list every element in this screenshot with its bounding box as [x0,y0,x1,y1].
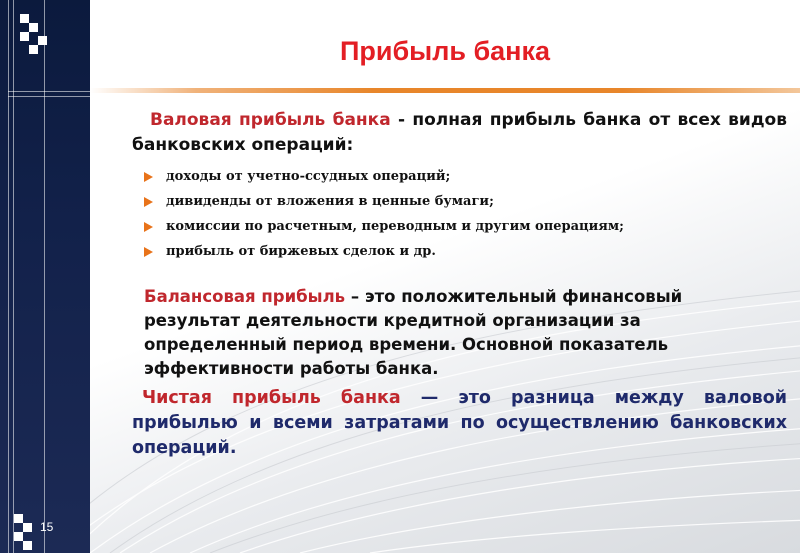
deco-square [23,523,32,532]
list-item: комиссии по расчетным, переводным и другим операциям; [140,214,624,239]
triangle-arrow-icon [144,247,153,257]
income-sources-list [140,164,624,264]
deco-square [14,514,23,523]
background-swirl [90,0,800,553]
net-profit-paragraph [132,386,787,461]
list-item: прибыль от биржевых сделок и др. [140,239,624,264]
net-profit-definition: — это разница между валовой прибылью и всеми затратами по осуществлению банковских операций. [132,388,787,458]
balance-profit-paragraph [144,285,784,381]
list-item: дивиденды от вложения в ценные бумаги; [140,189,624,214]
sidebar-decoration [0,0,90,553]
deco-square [38,36,47,45]
gross-profit-paragraph [132,108,787,158]
net-profit-term: Чистая прибыль банка [142,388,401,408]
balance-profit-term: Балансовая прибыль [144,287,346,306]
title-divider [90,88,800,93]
gross-profit-term: Валовая прибыль банка [150,110,391,130]
triangle-arrow-icon [144,172,153,182]
balance-profit-definition: – это положительный финансовый результат деятельности кредитной организации за определенный период времени. Основной показатель эффективности работы банка. [144,287,683,378]
deco-square [29,45,38,54]
triangle-arrow-icon [144,222,153,232]
deco-square [23,541,32,550]
list-item: доходы от учетно-ссудных операций; [140,164,624,189]
deco-square [29,23,38,32]
deco-square [14,532,23,541]
triangle-arrow-icon [144,197,153,207]
deco-square [20,32,29,41]
slide-title: Прибыль банка [339,36,550,66]
gross-profit-definition: - полная прибыль банка от всех видов банковских операций: [132,110,787,155]
slide-background [90,0,800,553]
deco-square [20,14,29,23]
slide-number: 15 [40,520,54,534]
